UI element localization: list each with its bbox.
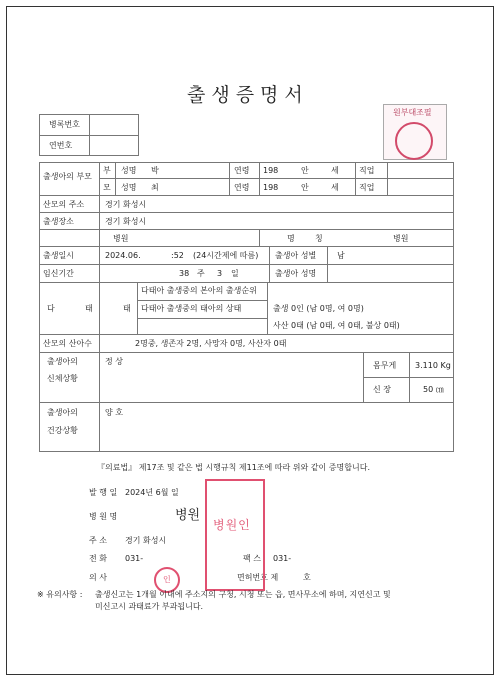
serial-no-label: 연번호 (49, 141, 73, 150)
birth-time-note: (24시간제에 따름) (193, 251, 259, 260)
birthplace-label: 출생장소 (43, 217, 74, 226)
stillbirths-line: 사산 0태 (남 0태, 여 0태, 불상 0태) (273, 321, 400, 330)
birthplace: 경기 화성시 (105, 217, 147, 226)
mother-age-label: 연령 (234, 183, 250, 192)
weight-value: 3.110 Kg (415, 361, 451, 370)
birth-history-label: 산모의 산아수 (43, 339, 92, 348)
multiple-label: 다 (47, 304, 55, 313)
health-label-1: 출생아의 (47, 408, 78, 417)
doctor-seal-text: 인 (163, 575, 171, 584)
document-title: 출생증명서 (187, 84, 309, 106)
height-label: 신 장 (373, 385, 391, 394)
certify-text: 『의료법』 제17조 및 같은 법 시행규칙 제11조에 따라 위와 같이 증명합니다. (97, 463, 370, 472)
mother-name-label: 성명 (121, 183, 137, 192)
father-name-label: 성명 (121, 166, 137, 175)
multiple-label-3: 태 (123, 304, 131, 313)
gestation-label: 임신기간 (43, 269, 74, 278)
birth-history: 2명중, 생존자 2명, 사망자 0명, 사산자 0태 (135, 339, 287, 348)
hospital-name: 병원 (393, 234, 409, 243)
verification-stamp-seal (395, 122, 433, 160)
hospital-label: 병 원 명 (89, 512, 118, 521)
mother-age-suffix: 안 (301, 183, 309, 192)
father-name: 박 (151, 166, 159, 175)
mother-role: 모 (103, 183, 111, 192)
gestation-weeks: 38 (179, 269, 190, 278)
weight-label: 몸무게 (373, 361, 397, 370)
birth-certificate (37, 52, 473, 623)
days-unit: 일 (231, 269, 239, 278)
multiple-order-label: 다태아 출생중의 본아의 출생순위 (141, 286, 257, 295)
phone-label: 전 화 (89, 554, 107, 563)
hospital-name-label: 명 (287, 234, 295, 243)
license-label: 면허번호 제 (237, 573, 279, 582)
address-value: 경기 화성시 (125, 536, 167, 545)
body-label-1: 출생아의 (47, 357, 78, 366)
issue-date: 2024년 6월 일 (125, 488, 179, 497)
father-year: 198 (263, 166, 279, 175)
body-label-2: 신체상황 (47, 374, 78, 383)
reg-no-label: 병록번호 (49, 120, 80, 129)
note-line-2: 미신고시 과태료가 부과됩니다. (95, 602, 204, 611)
sex-value: 남 (337, 251, 345, 260)
note-label: ※ 유의사항 : (37, 590, 83, 599)
hospital-name-label-2: 칭 (315, 234, 323, 243)
birth-date: 2024.06. (105, 251, 141, 260)
mother-name: 최 (151, 183, 159, 192)
father-age-suffix: 안 (301, 166, 309, 175)
weeks-unit: 주 (197, 269, 205, 278)
fax-label: 팩 스 (243, 554, 261, 563)
health-value: 양 호 (105, 408, 123, 417)
height-value: 50 ㎝ (423, 385, 444, 394)
mother-year: 198 (263, 183, 279, 192)
father-age-label: 연령 (234, 166, 250, 175)
multiple-status-label: 다태아 출생중의 태아의 상태 (141, 304, 242, 313)
mother-address-label: 산모의 주소 (43, 200, 85, 209)
hospital-short: 병원 (113, 234, 129, 243)
father-role: 부 (103, 166, 111, 175)
sex-label: 출생아 성별 (275, 251, 317, 260)
father-job-label: 직업 (359, 166, 375, 175)
phone-value: 031- (125, 554, 144, 563)
hospital-value: 병원 (175, 508, 201, 523)
mother-address: 경기 화성시 (105, 200, 147, 209)
license-suffix: 호 (303, 573, 311, 582)
address-label: 주 소 (89, 536, 107, 545)
mother-job-label: 직업 (359, 183, 375, 192)
birth-time: :52 (171, 251, 184, 260)
body-value: 정 상 (105, 357, 123, 366)
multiple-label-2: 태 (85, 304, 93, 313)
parents-label: 출생아의 부모 (43, 172, 92, 181)
fax-value: 031- (273, 554, 292, 563)
baby-name-label: 출생아 성명 (275, 269, 317, 278)
issue-label: 발 행 일 (89, 488, 118, 497)
birth-datetime-label: 출생일시 (43, 251, 74, 260)
births-line: 출생 0인 (남 0명, 여 0명) (273, 304, 364, 313)
gestation-days: 3 (217, 269, 223, 278)
note-line-1: 출생신고는 1개월 이내에 주소지의 구청, 시청 또는 읍, 면사무소에 하며, 지연신고 및 (95, 590, 391, 599)
father-age-unit: 세 (331, 166, 339, 175)
doctor-label: 의 사 (89, 573, 107, 582)
health-label-2: 건강상황 (47, 426, 78, 435)
stamp-label: 원부대조필 (393, 108, 432, 117)
main-table (39, 162, 454, 452)
hospital-seal (205, 479, 265, 591)
hospital-seal-text: 병원인 (213, 518, 251, 532)
mother-age-unit: 세 (331, 183, 339, 192)
